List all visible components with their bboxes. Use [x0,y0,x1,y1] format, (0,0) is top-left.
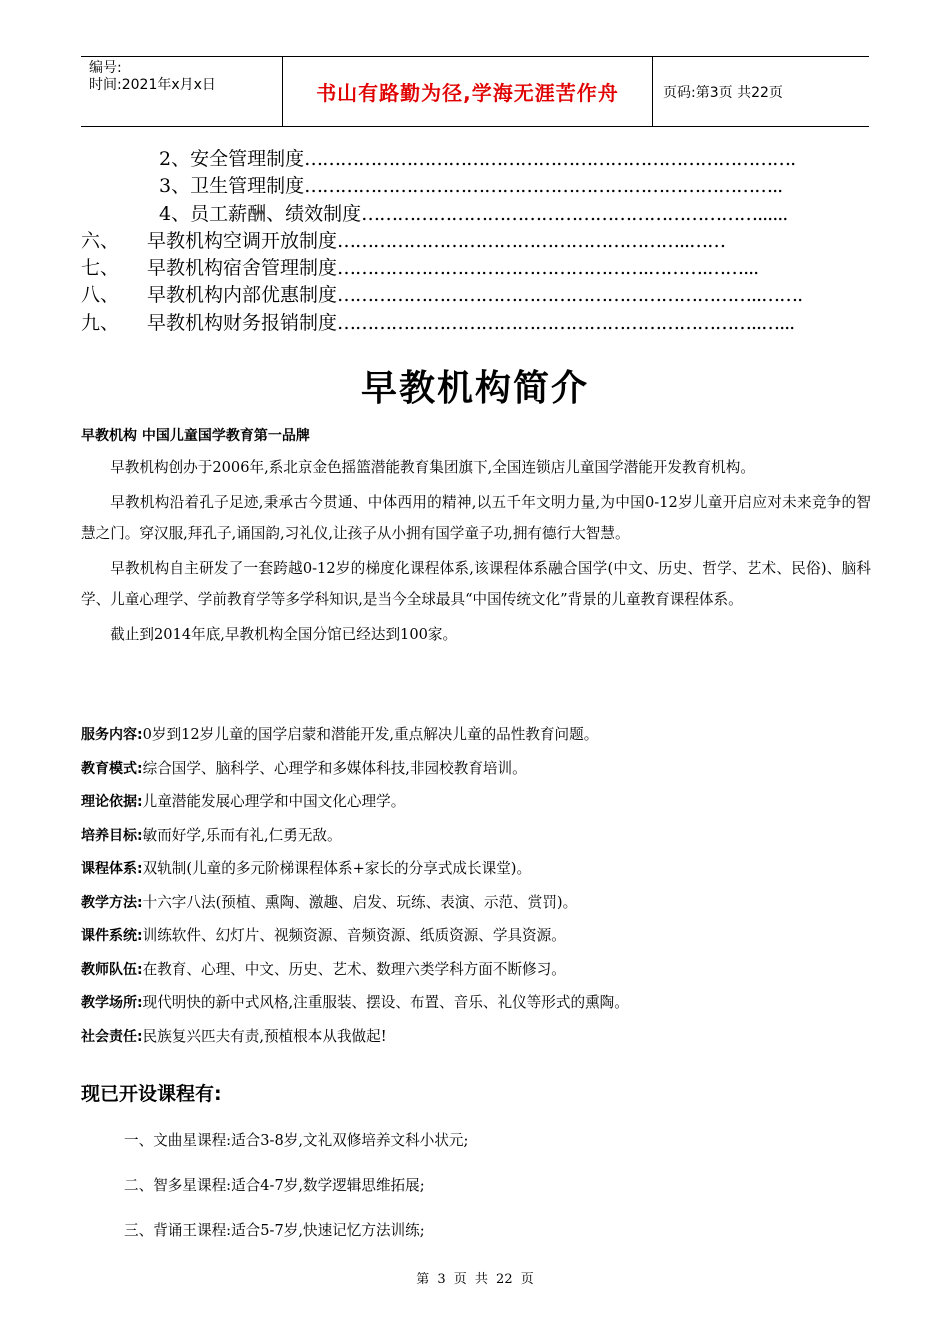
toc-item[interactable] [81,255,873,282]
detail-row [81,855,871,889]
detail-row [81,889,871,923]
page-header [81,56,869,127]
detail-row [81,989,871,1023]
course-item: 二、智多星课程:适合4-7岁,数学逻辑思维拓展; [124,1177,425,1194]
intro-paragraph: 截止到2014年底,早教机构全国分馆已经达到100家。 [110,625,458,643]
toc-item[interactable] [81,282,873,309]
detail-row [81,922,871,956]
toc-leader-dots: ……………………………………………………………..…... [337,311,795,334]
detail-key: 课件系统: [81,928,143,944]
toc-item[interactable] [81,310,873,337]
detail-key: 服务内容: [81,727,143,743]
detail-row [81,956,871,990]
toc-item[interactable] [81,173,873,200]
detail-value: 现代明快的新中式风格,注重服装、摆设、布置、音乐、礼仪等形式的熏陶。 [142,994,629,1011]
intro-paragraph: 早教机构沿着孔子足迹,秉承古今贯通、中体西用的精神,以五千年文明力量,为中国0-12岁儿童开启应对未来竞争的智慧之门。穿汉服,拜孔子,诵国韵,习礼仪,让孩子从小拥有国学童子功,拥有德行大智慧。 [81,493,871,542]
detail-key: 教育模式: [81,760,143,777]
detail-key: 教学方法: [81,894,143,911]
toc-item-title: 3、卫生管理制度 [159,175,305,198]
toc-item-title: 早教机构内部优惠制度 [147,284,338,307]
toc-leader-dots: ………………………………………………………………………. [304,148,796,170]
brand-line: 早教机构 中国儿童国学教育第一品牌 [81,428,310,444]
detail-value: 训练软件、幻灯片、视频资源、音频资源、纸质资源、学具资源。 [142,927,566,944]
courses-heading: 现已开设课程有: [81,1083,222,1105]
table-of-contents [81,146,873,337]
detail-key: 理论依据: [81,794,143,810]
detail-value: 在教育、心理、中文、历史、艺术、数理六类学科方面不断修习。 [142,960,566,978]
toc-item[interactable] [81,201,873,228]
toc-item-title: 4、员工薪酬、绩效制度 [159,202,362,225]
page-footer: 第 3 页 共 22 页 [416,1272,534,1287]
course-list [124,1127,468,1262]
toc-leader-dots: ……………………………………………………………..……. [337,284,803,307]
header-motto: 书山有路勤为径,学海无涯苦作舟 [283,57,653,126]
detail-key: 教师队伍: [81,961,143,978]
intro-paragraph: 早教机构创办于2006年,系北京金色摇篮潜能教育集团旗下,全国连锁店儿童国学潜能开发教育机构。 [110,459,755,476]
header-page-info: 页码:第3页 共22页 [663,84,783,101]
detail-row [81,822,871,856]
toc-leader-dots: …………………………………………….……….……... [337,257,759,280]
detail-value: 民族复兴匹夫有责,预植根本从我做起! [142,1027,387,1045]
intro-paragraphs [81,452,871,653]
toc-leader-dots: …………………………………………………………………….. [304,175,783,198]
document-date: 时间:2021年x月x日 [89,77,216,93]
toc-leader-dots: …………………………………………………………...... [361,202,788,225]
toc-item-number: 七、 [81,257,120,280]
detail-row [81,788,871,822]
detail-value: 0岁到12岁儿童的国学启蒙和潜能开发,重点解决儿童的品性教育问题。 [142,726,599,743]
toc-item-number: 六、 [81,229,120,252]
toc-item-number: 八、 [81,284,120,307]
detail-value: 儿童潜能发展心理学和中国文化心理学。 [142,793,406,810]
intro-paragraph: 早教机构自主研发了一套跨越0-12岁的梯度化课程体系,该课程体系融合国学(中文、历史、哲学、艺术、民俗)、脑科学、儿童心理学、学前教育学等多学科知识,是当今全球最具“中国传统文化”背景的儿童教育课程体系。 [81,559,871,608]
toc-item-number: 九、 [81,311,120,334]
toc-item-title: 早教机构宿舍管理制度 [147,257,338,280]
detail-key: 教学场所: [81,995,143,1011]
detail-key: 社会责任: [81,1028,143,1045]
detail-value: 综合国学、脑科学、心理学和多媒体科技,非园校教育培训。 [142,759,527,777]
page-title: 早教机构简介 [360,368,589,409]
detail-list [81,721,871,1056]
course-item: 一、文曲星课程:适合3-8岁,文礼双修培养文科小状元; [124,1132,469,1149]
document-number-label: 编号: [89,60,122,76]
detail-key: 课程体系: [81,861,143,877]
toc-item-title: 早教机构财务报销制度 [147,311,338,334]
detail-value: 敏而好学,乐而有礼,仁勇无敌。 [142,826,342,844]
detail-row [81,1023,871,1057]
detail-value: 双轨制(儿童的多元阶梯课程体系+家长的分享式成长课堂)。 [142,860,532,877]
toc-item-title: 早教机构空调开放制度 [147,229,338,252]
detail-row [81,721,871,755]
course-item: 三、背诵王课程:适合5-7岁,快速记忆方法训练; [124,1222,425,1239]
detail-row [81,755,871,789]
toc-item-title: 2、安全管理制度 [159,148,305,170]
toc-leader-dots: …………………………………………………..…… [337,229,726,252]
toc-item[interactable] [81,228,873,255]
detail-key: 培养目标: [81,827,143,844]
toc-item[interactable] [81,146,873,173]
header-meta [81,57,283,126]
detail-value: 十六字八法(预植、熏陶、激趣、启发、玩练、表演、示范、赏罚)。 [142,893,578,911]
